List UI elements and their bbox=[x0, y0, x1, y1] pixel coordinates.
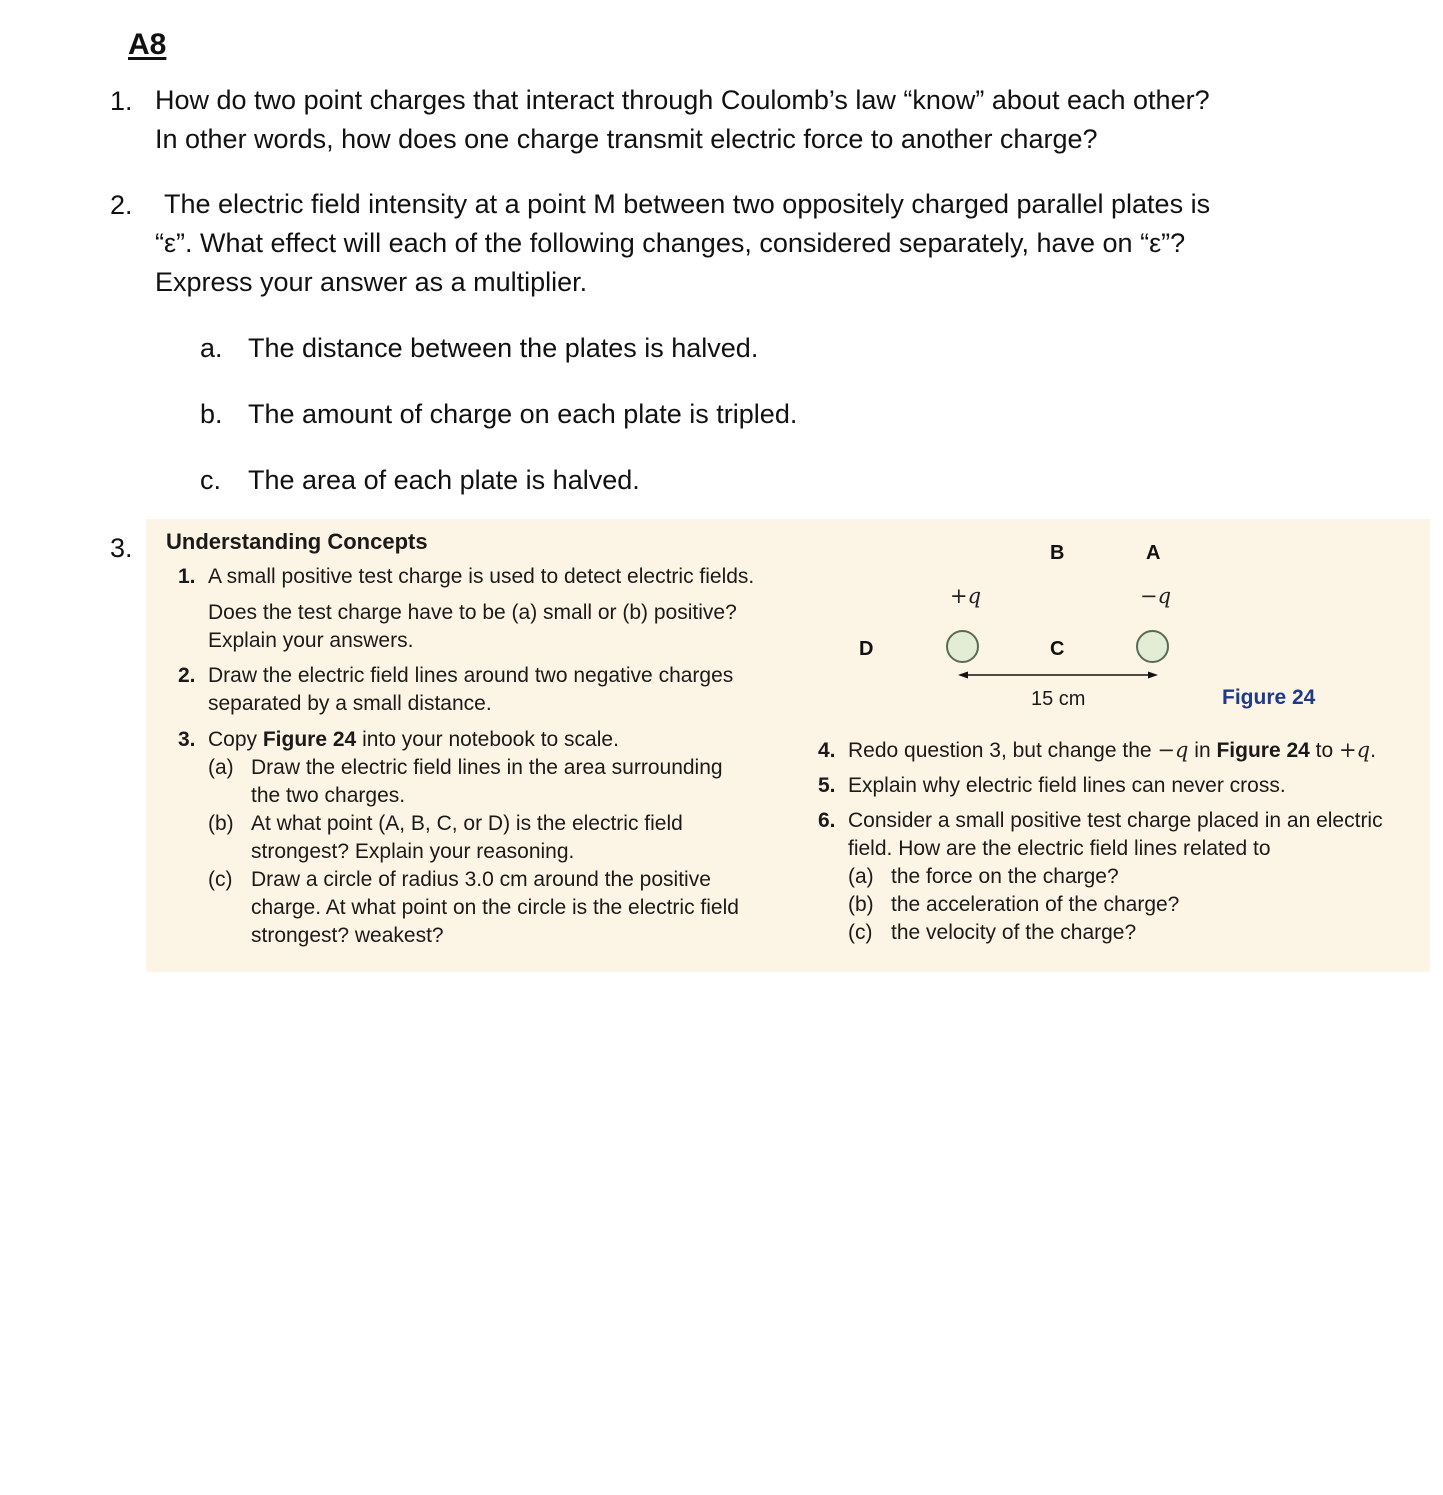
book-item-4 bbox=[818, 736, 1376, 765]
q2-line2: “ε”. What effect will each of the following changes, considered separately, have on “ε”? bbox=[155, 228, 1186, 258]
book-item-4-mid: in bbox=[1188, 739, 1217, 762]
book-item-6b-label: (b) bbox=[848, 893, 874, 916]
book-item-3-number: 3. bbox=[178, 728, 196, 751]
book-item-3c-label: (c) bbox=[208, 868, 233, 891]
page-title: A8 bbox=[128, 28, 167, 61]
book-item-3c-line3: strongest? weakest? bbox=[251, 924, 444, 947]
book-item-3b-line1: At what point (A, B, C, or D) is the electric field bbox=[251, 812, 683, 835]
book-item-4-end: . bbox=[1370, 739, 1376, 762]
figure-label-c: C bbox=[1050, 638, 1065, 660]
q3-number: 3. bbox=[110, 533, 133, 563]
book-item-6-line2: field. How are the electric field lines related to bbox=[848, 837, 1271, 860]
figure-label-b: B bbox=[1050, 542, 1065, 564]
q1-line1: How do two point charges that interact through Coulomb’s law “know” about each other? bbox=[155, 85, 1210, 115]
book-item-3c-line2: charge. At what point on the circle is the electric field bbox=[251, 896, 739, 919]
book-item-2-line1: Draw the electric field lines around two negative charges bbox=[208, 664, 734, 687]
q2-part-a-text: The distance between the plates is halved. bbox=[248, 333, 759, 363]
book-item-2-line2: separated by a small distance. bbox=[208, 692, 492, 715]
book-item-3c-line1: Draw a circle of radius 3.0 cm around the positive bbox=[251, 868, 711, 891]
book-item-5 bbox=[818, 772, 1286, 800]
book-item-4-minus-q: −q bbox=[1157, 738, 1189, 762]
book-item-1 bbox=[178, 563, 798, 591]
book-item-2-number: 2. bbox=[178, 664, 196, 687]
q1-text bbox=[155, 81, 1210, 159]
figure-24 bbox=[840, 530, 1340, 720]
book-item-1-line2: Does the test charge have to be (a) small or (b) positive? bbox=[208, 601, 737, 624]
figure-label-d: D bbox=[859, 638, 874, 660]
figure-caption: Figure 24 bbox=[1222, 686, 1316, 709]
book-item-1-number: 1. bbox=[178, 565, 196, 588]
q1-number: 1. bbox=[110, 86, 133, 116]
book-item-1-line1: A small positive test charge is used to detect electric fields. bbox=[208, 565, 755, 588]
q2-part-c-text: The area of each plate is halved. bbox=[248, 465, 640, 495]
book-item-6-number: 6. bbox=[818, 809, 836, 832]
book-item-3-figure-ref: Figure 24 bbox=[262, 728, 357, 751]
q2-part-a-label: a. bbox=[200, 333, 223, 363]
figure-label-plus-q: +q bbox=[950, 584, 982, 608]
book-item-4-pre: Redo question 3, but change the bbox=[848, 739, 1158, 762]
q2-line3: Express your answer as a multiplier. bbox=[155, 267, 588, 297]
understanding-concepts-heading: Understanding Concepts bbox=[166, 529, 428, 554]
book-item-3a-label: (a) bbox=[208, 756, 234, 779]
distance-label: 15 cm bbox=[1031, 688, 1086, 710]
book-item-4-to: to bbox=[1309, 739, 1340, 762]
distance-arrow bbox=[958, 668, 1158, 682]
positive-charge bbox=[946, 630, 979, 663]
book-item-5-text: Explain why electric field lines can never cross. bbox=[848, 774, 1286, 797]
book-item-4-number: 4. bbox=[818, 739, 836, 762]
book-item-3a-line1: Draw the electric field lines in the area surrounding bbox=[251, 756, 723, 779]
figure-label-a: A bbox=[1146, 542, 1161, 564]
book-item-2 bbox=[178, 662, 733, 690]
q1-line2: In other words, how does one charge transmit electric force to another charge? bbox=[155, 124, 1098, 154]
book-item-1-line3: Explain your answers. bbox=[208, 629, 414, 652]
book-item-3-post: into your notebook to scale. bbox=[356, 728, 619, 751]
book-item-6-line1: Consider a small positive test charge placed in an electric bbox=[848, 809, 1383, 832]
q2-number: 2. bbox=[110, 190, 133, 220]
book-item-6 bbox=[818, 807, 1383, 835]
book-item-3-pre: Copy bbox=[208, 728, 263, 751]
q2-part-b-text: The amount of charge on each plate is tripled. bbox=[248, 399, 798, 429]
q2-part-c-label: c. bbox=[200, 465, 222, 495]
book-item-6c-text: the velocity of the charge? bbox=[891, 921, 1137, 944]
book-item-6a-text: the force on the charge? bbox=[891, 865, 1119, 888]
negative-charge bbox=[1136, 630, 1169, 663]
book-item-6b-text: the acceleration of the charge? bbox=[891, 893, 1180, 916]
book-item-3 bbox=[178, 726, 619, 754]
book-item-3a-line2: the two charges. bbox=[251, 784, 406, 807]
book-item-3b-label: (b) bbox=[208, 812, 234, 835]
figure-label-minus-q: −q bbox=[1140, 584, 1172, 608]
book-item-4-figure-ref: Figure 24 bbox=[1216, 739, 1310, 762]
q2-line1: The electric field intensity at a point M between two oppositely charged parallel plates is bbox=[164, 189, 1211, 219]
book-item-6a-label: (a) bbox=[848, 865, 874, 888]
book-item-6c-label: (c) bbox=[848, 921, 873, 944]
book-item-4-plus-q: +q bbox=[1339, 738, 1371, 762]
book-item-5-number: 5. bbox=[818, 774, 836, 797]
q2-part-b-label: b. bbox=[200, 399, 223, 429]
book-item-3b-line2: strongest? Explain your reasoning. bbox=[251, 840, 575, 863]
